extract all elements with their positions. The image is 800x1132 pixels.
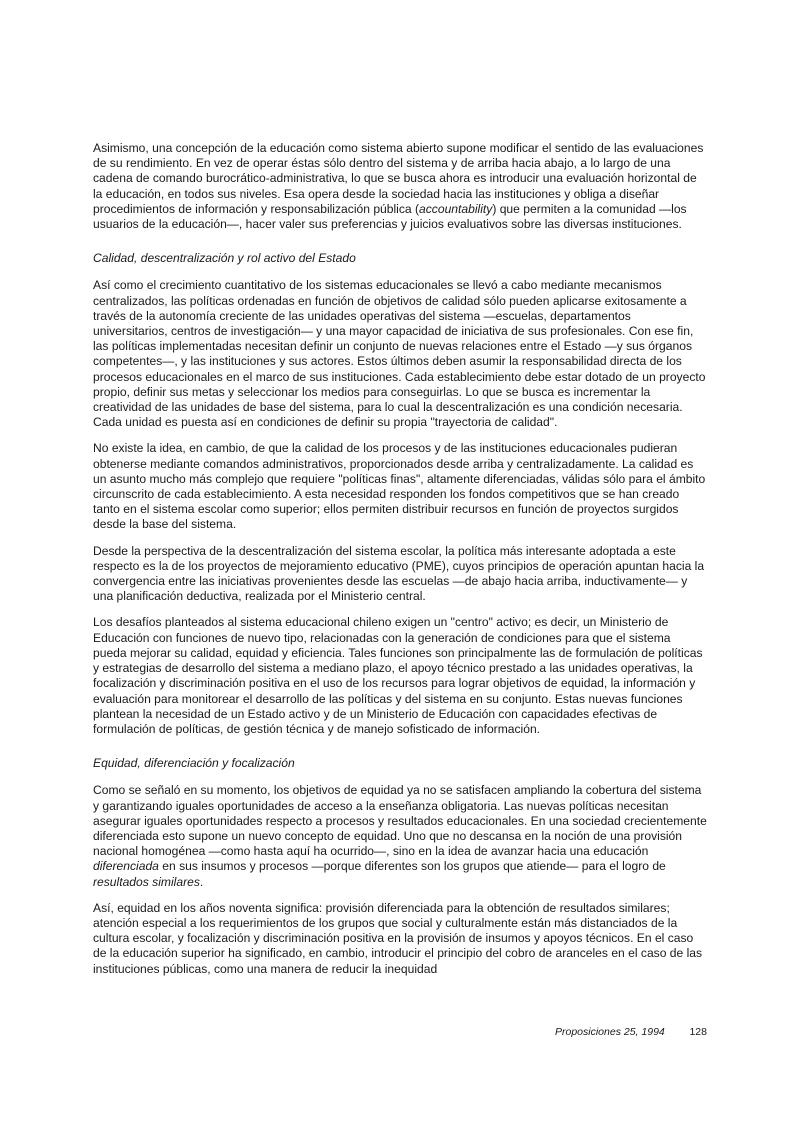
emphasis: resultados similares xyxy=(93,874,200,889)
body-text xyxy=(93,141,707,988)
page-number: 128 xyxy=(689,1026,707,1038)
paragraph: Así como el crecimiento cuantitativo de los sistemas educacionales se llevó a cabo mediante mecanismos centralizados, las políticas ordenadas en función de objetivos de calidad sólo pueden aplicarse exitosamente a través de la autonomía creciente de las unidades operativas del sistema —escuelas, departamentos universitarios, centros de investigación— y una mayor capacidad de iniciativa de sus profesionales. Con ese fin, las políticas implementadas necesitan definir un conjunto de nuevas relaciones entre el Estado —y sus órganos competentes—, y las instituciones y sus actores. Estos últimos deben asumir la responsabilidad directa de los procesos educacionales en el marco de sus instituciones. Cada establecimiento debe estar dotado de un proyecto propio, definir sus metas y seleccionar los medios para conseguirlas. Lo que se busca es incrementar la creatividad de las unidades de base del sistema, para lo cual la descentralización es una condición necesaria. Cada unidad es puesta así en condiciones de definir su propia "trayectoria de calidad". xyxy=(93,278,706,430)
section-heading: Equidad, diferenciación y focalización xyxy=(93,756,295,771)
paragraph: No existe la idea, en cambio, de que la calidad de los procesos y de las instituciones educacionales pudieran obtenerse mediante comandos administrativos, proporcionados desde arriba y centralizadamente. La calidad es un asunto mucho más complejo que requiere "políticas finas", altamente diferenciadas, válidas sólo para el ámbito circunscrito de cada establecimiento. A esta necesidad responden los fondos competitivos que se han creado tanto en el sistema escolar como superior; ellos permiten distribuir recursos en función de proyectos surgidos desde la base del sistema. xyxy=(93,441,706,532)
emphasis: accountability xyxy=(419,201,493,216)
paragraph: Desde la perspectiva de la descentralización del sistema escolar, la política más interesante adoptada a este respecto es la de los proyectos de mejoramiento educativo (PME), cuyos principios de operación apuntan hacia la convergencia entre las iniciativas provenientes desde las escuelas —de abajo hacia arriba, inductivamente— y una planificación deductiva, realizada por el Ministerio central. xyxy=(93,543,705,604)
page-footer xyxy=(555,1026,707,1042)
journal-citation: Proposiciones 25, 1994 xyxy=(555,1026,665,1038)
paragraph: Así, equidad en los años noventa significa: provisión diferenciada para la obtención de resultados similares; atención especial a los requerimientos de los grupos que social y culturalmente están más distanciados de la cultura escolar, y focalización y discriminación positiva en la provisión de insumos y apoyos técnicos. En el caso de la educación superior ha significado, en cambio, introducir el principio del cobro de aranceles en el caso de las instituciones públicas, como una manera de reducir la inequidad xyxy=(93,900,703,976)
paragraph: Asimismo, una concepción de la educación como sistema abierto supone modificar el sentido de las evaluaciones de su rendimiento. En vez de operar éstas sólo dentro del sistema y de arriba hacia abajo, a lo largo de una cadena de comando burocrático-administrativa, lo que se busca ahora es introducir una evaluación horizontal de la educación, en todos sus niveles. Esa opera desde la sociedad hacia las instituciones y obliga a diseñar procedimientos de información y responsabilización pública (accountability) que permiten a la comunidad —los usuarios de la educación—, hacer valer sus preferencias y juicios evaluativos sobre las diversas instituciones. xyxy=(93,141,704,232)
paragraph: Los desafíos planteados al sistema educacional chileno exigen un "centro" activo; es decir, un Ministerio de Educación con funciones de nuevo tipo, relacionadas con la generación de condiciones para que el sistema pueda mejorar su calidad, equidad y eficiencia. Tales funciones son principalmente las de formulación de políticas y estrategias de desarrollo del sistema a mediano plazo, el apoyo técnico prestado a las unidades operativas, la focalización y discriminación positiva en el uso de los recursos para lograr objetivos de equidad, la información y evaluación para monitorear el desarrollo de las políticas y del sistema en su conjunto. Estas nuevas funciones plantean la necesidad de un Estado activo y de un Ministerio de Educación con capacidades efectivas de formulación de políticas, de gestión técnica y de manejo sofisticado de información. xyxy=(93,615,703,736)
emphasis: diferenciada xyxy=(93,859,159,874)
paragraph: Como se señaló en su momento, los objetivos de equidad ya no se satisfacen ampliando la cobertura del sistema y garantizando iguales oportunidades de acceso a la enseñanza obligatoria. Las nuevas políticas necesitan asegurar iguales oportunidades respecto a procesos y resultados educacionales. En una sociedad crecientemente diferenciada esto supone un nuevo concepto de equidad. Uno que no descansa en la noción de una provisión nacional homogénea —como hasta aquí ha ocurrido—, sino en la idea de avanzar hacia una educación diferenciada en sus insumos y procesos —porque diferentes son los grupos que atiende— para el logro de resultados similares. xyxy=(93,783,707,889)
section-heading: Calidad, descentralización y rol activo del Estado xyxy=(93,251,356,266)
